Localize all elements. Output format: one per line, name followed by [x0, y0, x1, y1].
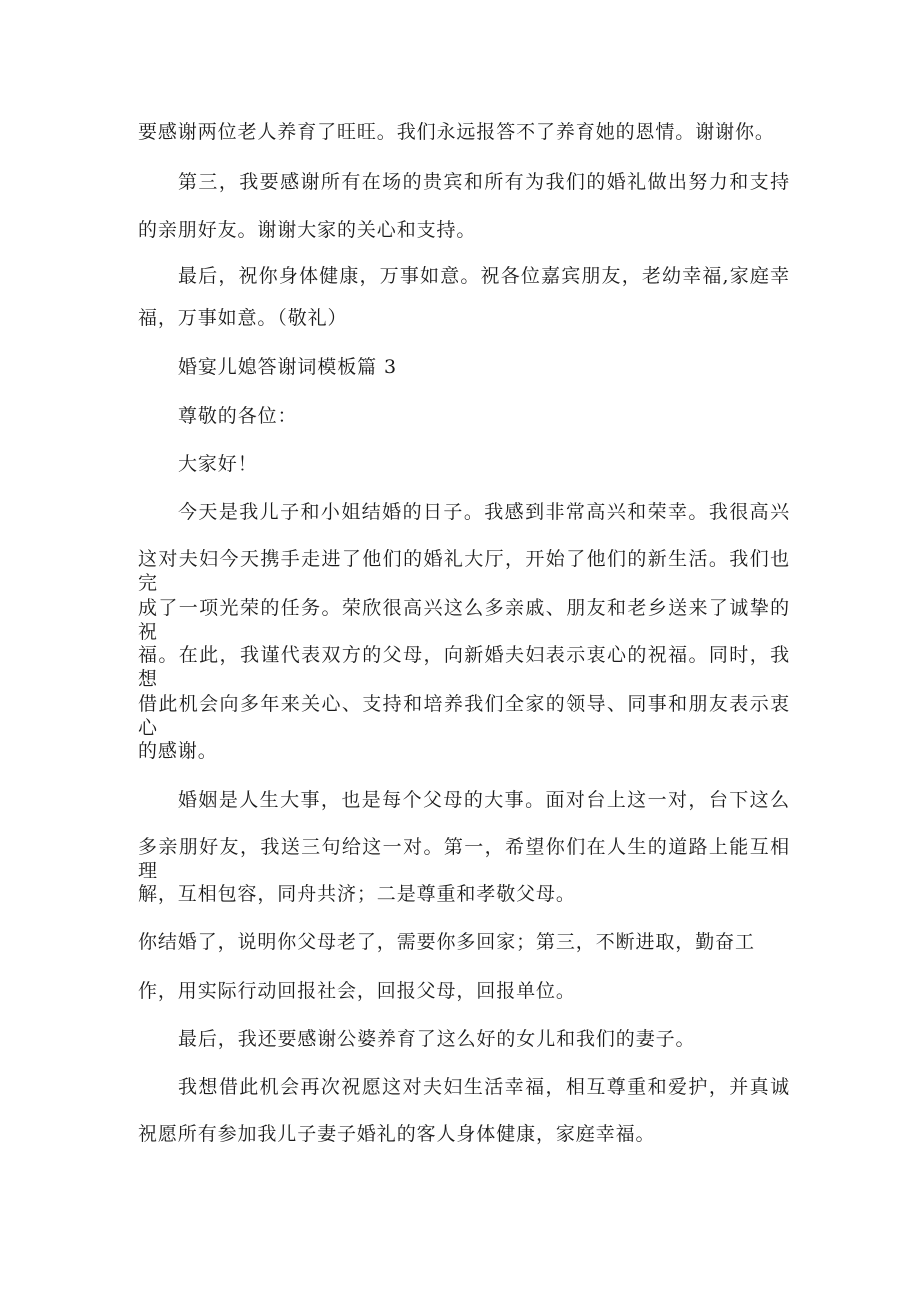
text-line: 成了一项光荣的任务。荣欣很高兴这么多亲戚、朋友和老乡送来了诚挚的祝 [138, 597, 790, 643]
text-line: 祝愿所有参加我儿子妻子婚礼的客人身体健康，家庭幸福。 [138, 1123, 656, 1145]
text-line: 作，用实际行动回报社会，回报父母，回报单位。 [138, 980, 576, 1002]
text-line: 最后，祝你身体健康，万事如意。祝各位嘉宾朋友，老幼幸福,家庭幸 [178, 265, 790, 287]
text-line: 今天是我儿子和小姐结婚的日子。我感到非常高兴和荣幸。我很高兴 [178, 501, 790, 523]
text-line: 解，互相包容，同舟共济；二是尊重和孝敬父母。 [138, 883, 576, 905]
text-line: 多亲朋好友，我送三句给这一对。第一，希望你们在人生的道路上能互相理 [138, 836, 790, 882]
text-line: 借此机会向多年来关心、支持和培养我们全家的领导、同事和朋友表示衷心 [138, 693, 790, 739]
text-line: 你结婚了，说明你父母老了，需要你多回家；第三，不断进取，勤奋工 [138, 931, 755, 953]
text-line: 福，万事如意。（敬礼） [138, 307, 348, 329]
text-line: 婚姻是人生大事，也是每个父母的大事。面对台上这一对，台下这么 [178, 789, 790, 811]
text-line: 福。在此，我谨代表双方的父母，向新婚夫妇表示衷心的祝福。同时，我想 [138, 644, 790, 690]
text-line: 的感谢。 [138, 740, 218, 762]
section-heading: 婚宴儿媳答谢词模板篇 3 [178, 356, 397, 378]
text-line: 这对夫妇今天携手走进了他们的婚礼大厅，开始了他们的新生活。我们也完 [138, 548, 790, 594]
greeting: 大家好！ [178, 453, 258, 475]
text-line: 的亲朋好友。谢谢大家的关心和支持。 [138, 219, 477, 241]
text-line: 第三，我要感谢所有在场的贵宾和所有为我们的婚礼做出努力和支持 [178, 171, 790, 193]
text-line: 最后，我还要感谢公婆养育了这么好的女儿和我们的妻子。 [178, 1028, 696, 1050]
text-line: 要感谢两位老人养育了旺旺。我们永远报答不了养育她的恩情。谢谢你。 [138, 121, 775, 143]
salutation: 尊敬的各位： [178, 405, 298, 427]
text-line: 我想借此机会再次祝愿这对夫妇生活幸福，相互尊重和爱护，并真诚 [178, 1076, 790, 1098]
